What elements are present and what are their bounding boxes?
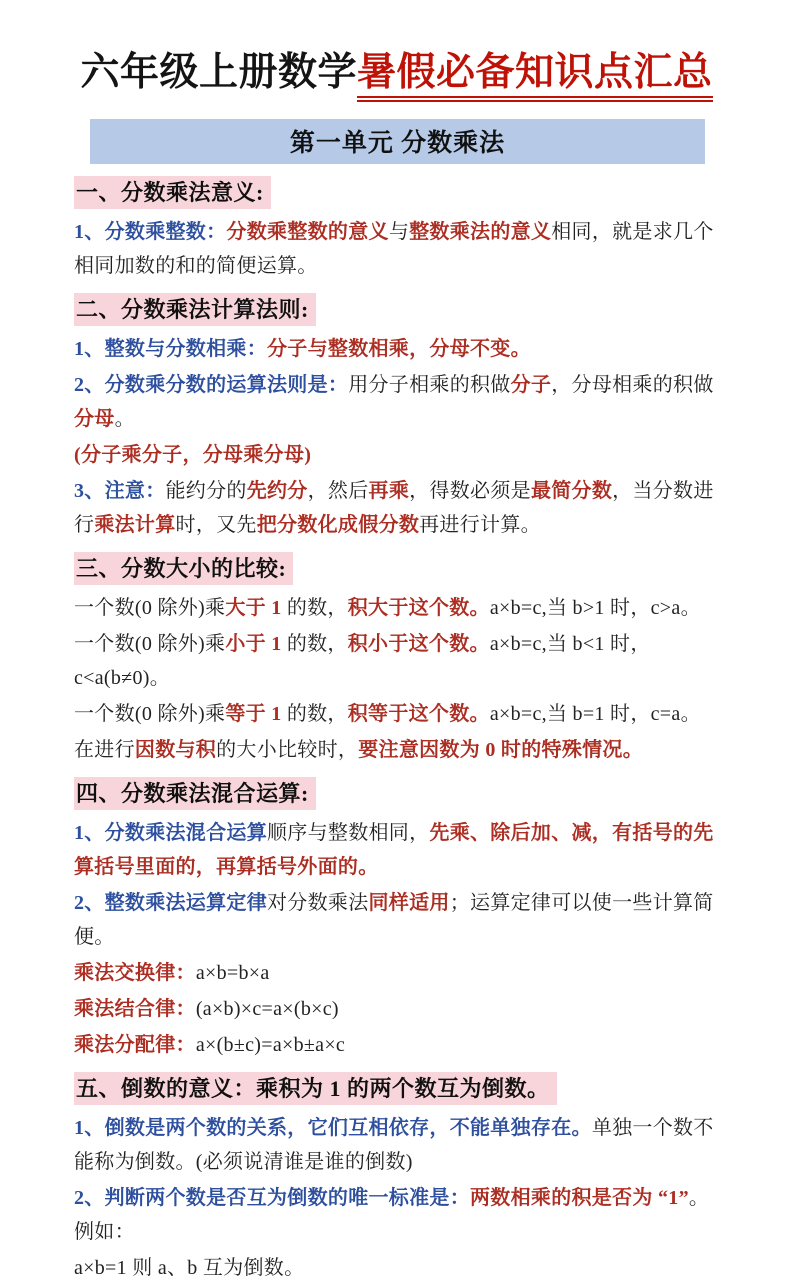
text-segment-red: 乘法分配律： <box>74 1033 196 1056</box>
text-segment-red: (分子乘分子，分母乘分母) <box>74 443 312 466</box>
text-segment-plain: ，分母相乘的积做 <box>551 373 714 396</box>
text-line <box>74 1181 719 1249</box>
text-segment-plain: a×b=c,当 b>1 时，c>a。 <box>489 596 701 619</box>
text-segment-red: 分母 <box>74 407 115 430</box>
text-segment-plain: 的数， <box>281 702 348 725</box>
section-header <box>74 1074 719 1104</box>
text-segment-blue: 1、分数乘法混合运算 <box>74 821 267 844</box>
text-segment-red: 乘法结合律： <box>74 997 196 1020</box>
text-segment-plain: 一个数(0 除外)乘 <box>74 702 226 725</box>
text-line <box>74 697 719 731</box>
page-title <box>74 50 719 97</box>
section-header <box>74 779 719 809</box>
text-segment-plain: ，得数必须是 <box>409 479 531 502</box>
text-line <box>74 1028 719 1062</box>
text-line <box>74 368 719 436</box>
page-title-red-part: 暑假必备知识点汇总 <box>357 51 713 102</box>
text-segment-plain: 在进行 <box>74 738 135 761</box>
knowledge-section <box>74 295 719 542</box>
text-segment-plain: 。例如： <box>74 1186 710 1243</box>
page-title-black-part: 六年级上册数学 <box>80 51 357 94</box>
text-segment-red: 积等于这个数。 <box>347 702 490 725</box>
text-segment-red: 再乘 <box>368 479 410 502</box>
text-segment-plain: ，然后 <box>307 479 369 502</box>
text-segment-red: 把分数化成假分数 <box>256 513 420 536</box>
text-segment-plain: 对分数乘法 <box>267 891 369 914</box>
text-segment-red: 积大于这个数。 <box>347 596 490 619</box>
section-header-text: 四、分数乘法混合运算: <box>74 777 316 810</box>
knowledge-section <box>74 1074 719 1285</box>
text-segment-plain: (a×b)×c=a×(b×c) <box>195 997 339 1020</box>
section-header <box>74 554 719 584</box>
knowledge-section <box>74 779 719 1062</box>
text-segment-plain: 用分子相乘的积做 <box>348 373 511 396</box>
text-segment-red: 要注意因数为 0 时的特殊情况。 <box>358 738 644 761</box>
text-segment-plain: a×b=1 则 a、b 互为倒数。 <box>74 1256 305 1279</box>
text-line <box>74 956 719 990</box>
text-line <box>74 474 719 542</box>
text-segment-plain: 一个数(0 除外)乘 <box>74 596 226 619</box>
text-segment-red: 整数乘法的意义 <box>409 220 552 243</box>
text-segment-blue: 2、判断两个数是否互为倒数的唯一标准是： <box>74 1186 470 1209</box>
text-segment-red: 积小于这个数。 <box>347 632 490 655</box>
text-segment-plain: 的数， <box>281 596 348 619</box>
text-segment-plain: 。 <box>114 407 135 430</box>
text-segment-plain: 一个数(0 除外)乘 <box>74 632 226 655</box>
section-header <box>74 178 719 208</box>
text-segment-red: 因数与积 <box>134 738 217 761</box>
text-segment-red: 大于 1 <box>225 596 282 619</box>
section-header-text: 一、分数乘法意义: <box>74 176 271 209</box>
text-segment-red: 两数相乘的积是否为 “1” <box>470 1186 689 1209</box>
text-segment-blue: 2、整数乘法运算定律 <box>74 891 267 914</box>
text-segment-blue: 2、分数乘分数的运算法则是： <box>74 373 349 396</box>
text-segment-red: 最简分数 <box>530 479 613 502</box>
text-segment-plain: ，当分数进行 <box>74 479 714 536</box>
text-line <box>74 438 719 472</box>
section-header <box>74 295 719 325</box>
text-segment-blue: 3、注意： <box>74 479 166 502</box>
text-line <box>74 1111 719 1179</box>
text-segment-red: 等于 1 <box>225 702 282 725</box>
unit-banner: 第一单元 分数乘法 <box>90 119 705 164</box>
text-line <box>74 591 719 625</box>
text-segment-red: 分子 <box>510 373 552 396</box>
text-segment-red: 小于 1 <box>225 632 282 655</box>
text-line <box>74 332 719 366</box>
section-header-text: 五、倒数的意义：乘积为 1 的两个数互为倒数。 <box>74 1072 557 1105</box>
text-segment-plain: 能约分的 <box>165 479 247 502</box>
text-line <box>74 627 719 695</box>
text-segment-plain: 与 <box>388 220 410 243</box>
text-segment-plain: 的数， <box>281 632 348 655</box>
knowledge-section <box>74 178 719 283</box>
text-segment-blue: 1、分数乘整数： <box>74 220 227 243</box>
text-line <box>74 1251 719 1285</box>
text-segment-red: 同样适用 <box>368 891 450 914</box>
text-segment-plain: 再进行计算。 <box>419 513 541 536</box>
text-segment-red: 先约分 <box>246 479 308 502</box>
section-header-text: 二、分数乘法计算法则: <box>74 293 316 326</box>
text-line <box>74 733 719 767</box>
text-segment-red: 分数乘整数的意义 <box>226 220 389 243</box>
section-header-text: 三、分数大小的比较: <box>74 552 293 585</box>
text-segment-plain: a×(b±c)=a×b±a×c <box>195 1033 346 1056</box>
text-segment-plain: a×b=c,当 b<1 时，c<a(b≠0)。 <box>74 632 651 689</box>
text-segment-plain: 时，又先 <box>175 513 257 536</box>
text-segment-plain: 顺序与整数相同， <box>267 821 430 844</box>
text-segment-plain: a×b=c,当 b=1 时，c=a。 <box>489 702 701 725</box>
text-line <box>74 886 719 954</box>
text-line <box>74 215 719 283</box>
text-segment-red: 乘法计算 <box>94 513 176 536</box>
text-segment-plain: ；运算定律可以使一些计算简便。 <box>74 891 714 948</box>
text-segment-red: 先乘、除后加、减，有括号的先算括号里面的，再算括号外面的。 <box>74 821 714 878</box>
text-segment-red: 乘法交换律： <box>74 961 196 984</box>
text-segment-plain: 单独一个数不能称为倒数。(必须说清谁是谁的倒数) <box>74 1116 714 1173</box>
text-line <box>74 992 719 1026</box>
text-segment-red: 分子与整数相乘，分母不变。 <box>267 337 531 360</box>
knowledge-section <box>74 554 719 767</box>
sections-container <box>74 178 719 1285</box>
text-line <box>74 816 719 884</box>
text-segment-blue: 1、倒数是两个数的关系，它们互相依存，不能单独存在。 <box>74 1116 592 1139</box>
text-segment-plain: 的大小比较时， <box>216 738 359 761</box>
text-segment-plain: 相同，就是求几个相同加数的和的简便运算。 <box>74 220 714 277</box>
text-segment-blue: 1、整数与分数相乘： <box>74 337 267 360</box>
text-segment-plain: a×b=b×a <box>195 961 270 984</box>
